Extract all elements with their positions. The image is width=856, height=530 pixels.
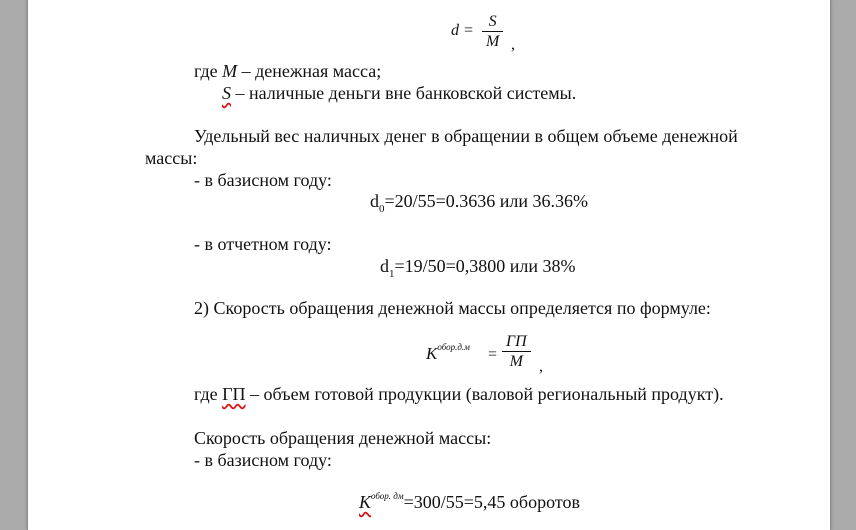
- where-gp-prefix: где: [194, 384, 223, 404]
- share-paragraph-line2: массы:: [145, 148, 198, 168]
- where-m-text: – денежная масса;: [237, 61, 382, 81]
- where-gp-line: [194, 384, 724, 404]
- d1-value: =19/50=0,3800 или 38%: [394, 256, 576, 276]
- formula2-denominator: M: [509, 353, 523, 370]
- formula2-lhs: [426, 344, 470, 364]
- formula1-lhs: d =: [451, 22, 474, 39]
- item2-heading: 2) Скорость обращения денежной массы определяется по формуле:: [194, 298, 711, 318]
- formula2-superscript: обор.д.м: [437, 342, 470, 352]
- k-base-superscript: обор. дм: [371, 491, 404, 501]
- d1-symbol: d: [380, 256, 389, 276]
- where-s-text: – наличные деньги вне банковской системы.: [231, 83, 577, 103]
- d1-subscript: 1: [389, 268, 395, 280]
- where-gp-symbol: ГП: [222, 384, 246, 404]
- where-gp-text: – объем готовой продукции (валовой региональный продукт).: [245, 384, 724, 404]
- formula1-fraction: [482, 12, 503, 51]
- d0-equation: [370, 191, 588, 214]
- formula2-symbol: K: [426, 344, 438, 363]
- base-year-label-1: - в базисном году:: [194, 170, 332, 190]
- k-base-symbol: K: [359, 492, 372, 512]
- k-base-equation: [359, 492, 580, 515]
- formula1-denominator: M: [486, 33, 500, 50]
- formula2-comma: ,: [539, 358, 543, 375]
- formula2-fraction: [502, 332, 531, 371]
- where-m-line: [194, 61, 381, 81]
- formula2-equals: =: [488, 346, 498, 363]
- d0-symbol: d: [370, 191, 379, 211]
- where-s-symbol: S: [222, 83, 231, 103]
- formula1-comma: ,: [511, 36, 515, 53]
- share-paragraph-line1: Удельный вес наличных денег в обращении в общем объеме денежной: [194, 126, 738, 146]
- formula2-numerator: ГП: [502, 332, 531, 352]
- base-year-label-2: - в базисном году:: [194, 450, 332, 470]
- where-m-prefix: где: [194, 61, 223, 81]
- speed-heading: Скорость обращения денежной массы:: [194, 428, 492, 448]
- document-page: [27, 0, 831, 530]
- formula1-numerator: S: [482, 12, 503, 32]
- d0-subscript: 0: [379, 203, 385, 215]
- report-year-label: - в отчетном году:: [194, 234, 332, 254]
- d0-value: =20/55=0.3636 или 36.36%: [384, 191, 589, 211]
- k-base-value: =300/55=5,45 оборотов: [403, 492, 580, 512]
- where-s-line: [222, 83, 576, 103]
- where-m-symbol: M: [222, 61, 238, 81]
- d1-equation: [380, 256, 576, 279]
